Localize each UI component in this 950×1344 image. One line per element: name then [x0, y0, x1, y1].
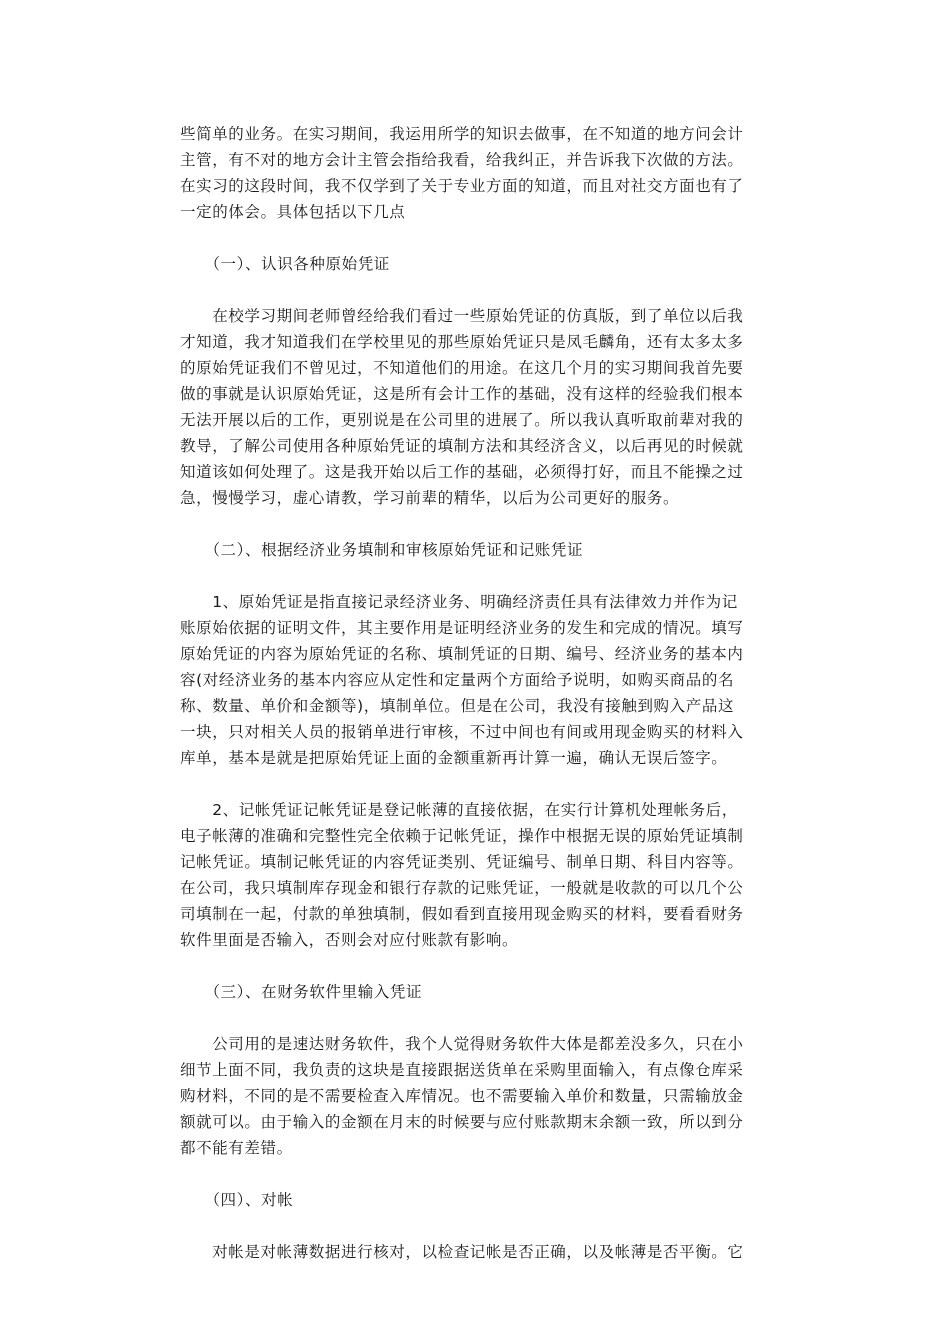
- text-line: 无法开展以后的工作，更别说是在公司里的进展了。所以我认真听取前辈对我的: [180, 411, 744, 429]
- paragraph-finance-software: [180, 1031, 772, 1161]
- text-line: 账原始依据的证明文件，其主要作用是证明经济业务的发生和完成的情况。填写: [180, 619, 744, 637]
- text-line: 库单，基本是就是把原始凭证上面的金额重新再计算一遍，确认无误后签字。: [180, 749, 728, 767]
- section-heading-1: （一）、认识各种原始凭证: [180, 255, 390, 273]
- section-heading-3: （三）、在财务软件里输入凭证: [180, 983, 423, 1001]
- text-line: 做的事就是认识原始凭证，这是所有会计工作的基础，没有这样的经验我们根本: [180, 385, 744, 403]
- paragraph-bookkeeping-voucher: [180, 797, 772, 953]
- paragraph-original-voucher-definition: [180, 589, 772, 771]
- text-line: 容(对经济业务的基本内容应从定性和定量两个方面给予说明，如购买商品的名: [180, 671, 735, 689]
- text-line: 在公司，我只填制库存现金和银行存款的记账凭证，一般就是收款的可以几个公: [180, 879, 744, 897]
- section-heading-4: （四）、对帐: [180, 1191, 294, 1209]
- text-line: 都不能有差错。: [180, 1139, 293, 1157]
- paragraph-intro: [180, 121, 772, 225]
- text-line: 对帐是对帐薄数据进行核对，以检查记帐是否正确，以及帐薄是否平衡。它: [180, 1243, 744, 1261]
- text-line: 教导，了解公司使用各种原始凭证的填制方法和其经济含义，以后再见的时候就: [180, 437, 744, 455]
- paragraph-original-vouchers: [180, 303, 772, 511]
- text-line: 一定的体会。具体包括以下几点: [180, 203, 406, 221]
- text-line: 知道该如何处理了。这是我开始以后工作的基础，必须得打好，而且不能操之过: [180, 463, 744, 481]
- text-line: 细节上面不同，我负责的这块是直接跟据送货单在采购里面输入，有点像仓库采: [180, 1061, 744, 1079]
- text-line: 一块，只对相关人员的报销单进行审核，不过中间也有间或用现金购买的材料入: [180, 723, 744, 741]
- text-line: 公司用的是速达财务软件，我个人觉得财务软件大体是都差没多久，只在小: [180, 1035, 744, 1053]
- text-line: 些简单的业务。在实习期间，我运用所学的知识去做事，在不知道的地方问会计: [180, 125, 744, 143]
- text-line: 主管，有不对的地方会计主管会指给我看，给我纠正，并告诉我下次做的方法。: [180, 151, 744, 169]
- paragraph-reconciliation: [180, 1239, 772, 1265]
- text-line: 在校学习期间老师曾经给我们看过一些原始凭证的仿真版，到了单位以后我: [180, 307, 744, 325]
- text-line: 购材料，不同的是不需要检查入库情况。也不需要输入单价和数量，只需输放金: [180, 1087, 744, 1105]
- section-heading-2: （二）、根据经济业务填制和审核原始凭证和记账凭证: [180, 541, 584, 559]
- text-line: 在实习的这段时间，我不仅学到了关于专业方面的知道，而且对社交方面也有了: [180, 177, 744, 195]
- text-line: 急，慢慢学习，虚心请教，学习前辈的精华，以后为公司更好的服务。: [180, 489, 680, 507]
- text-line: 额就可以。由于输入的金额在月末的时候要与应付账款期末余额一致，所以到分: [180, 1113, 744, 1131]
- text-line: 记帐凭证。填制记帐凭证的内容凭证类别、凭证编号、制单日期、科目内容等。: [180, 853, 744, 871]
- text-line: 1、原始凭证是指直接记录经济业务、明确经济责任具有法律效力并作为记: [180, 593, 738, 611]
- text-line: 司填制在一起，付款的单独填制，假如看到直接用现金购买的材料，要看看财务: [180, 905, 744, 923]
- text-line: 电子帐薄的准确和完整性完全依赖于记帐凭证，操作中根据无误的原始凭证填制: [180, 827, 744, 845]
- text-line: 2、记帐凭证记帐凭证是登记帐薄的直接依据，在实行计算机处理帐务后，: [180, 801, 738, 819]
- text-line: 的原始凭证我们不曾见过，不知道他们的用途。在这几个月的实习期间我首先要: [180, 359, 744, 377]
- text-line: 称、数量、单价和金额等)，填制单位。但是在公司，我没有接触到购入产品这: [180, 697, 735, 715]
- text-line: 才知道，我才知道我们在学校里见的那些原始凭证只是凤毛麟角，还有太多太多: [180, 333, 744, 351]
- document-page: [180, 121, 772, 1265]
- text-line: 软件里面是否输入，否则会对应付账款有影响。: [180, 931, 519, 949]
- text-line: 原始凭证的内容为原始凭证的名称、填制凭证的日期、编号、经济业务的基本内: [180, 645, 744, 663]
